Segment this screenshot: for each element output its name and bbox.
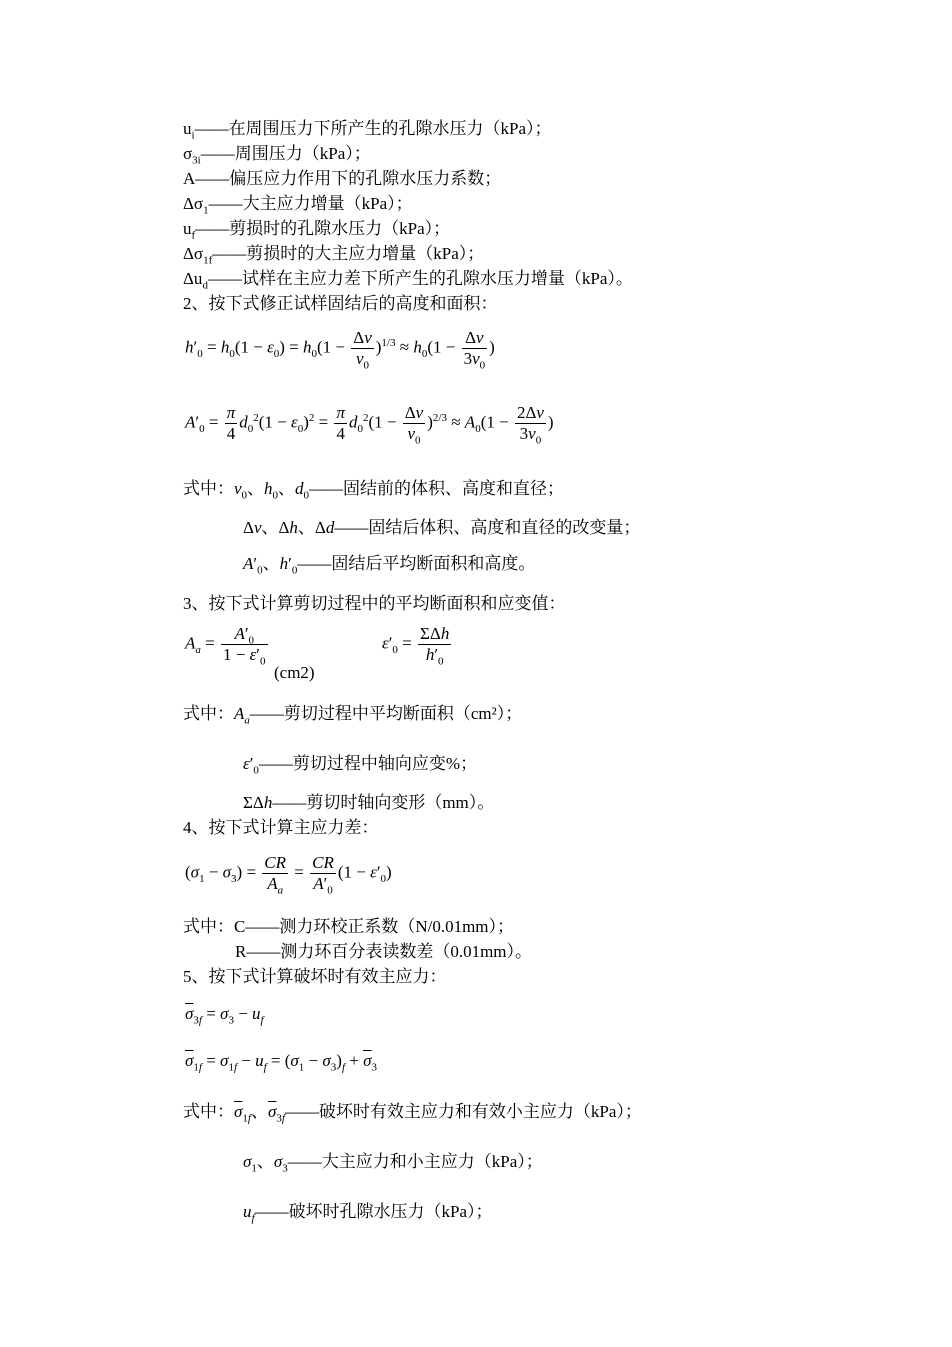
def-uf: $u_f——$剪损时的孔隙水压力（kPa）；: [183, 219, 451, 242]
def-A: A——偏压应力作用下的孔隙水压力系数；: [183, 169, 502, 188]
step2-where-1: 式中：$v_0$、$h_0$、$d_0——$固结前的体积、高度和直径；: [183, 479, 565, 502]
formula-stress-diff: $(\sigma_1 - \sigma_3)$ = $\frac{CR}{A_a}$ = $\frac{CR}{A'_0}$ $(1 - \varepsilon'_0)$: [185, 853, 392, 897]
formula-strain: $\varepsilon'_0$ = $\frac{\text{ΣΔh}}{h'_0}$: [382, 624, 450, 668]
step5-heading: 5、按下式计算破坏时有效主应力：: [183, 967, 447, 986]
def-ui: $u_i——$在周围压力下所产生的孔隙水压力（kPa）；: [183, 119, 552, 142]
step5-where-1: 式中：$\overline{\sigma}_{1f}$、$\overline{\sigma}_{3f}——$破坏时有效主应力和有效小主应力（kPa）；: [183, 1102, 642, 1125]
formula-sigma1f-eff: $\overline{\sigma}_{1f} = \sigma_{1f} - u_f = (\sigma_1 - \sigma_3)_f + \overline{\sigma}_3$: [185, 1051, 377, 1074]
formula-sigma3f-eff: $\overline{\sigma}_{3f} = \sigma_3 - u_f$: [185, 1004, 264, 1027]
step3-heading: 3、按下式计算剪切过程中的平均断面积和应变值：: [183, 594, 566, 613]
step2-where-2: Δv、Δh、Δd——固结后体积、高度和直径的改变量；: [243, 518, 641, 537]
step2-heading: 2、按下式修正试样固结后的高度和面积：: [183, 294, 498, 313]
step3-where-1: 式中：$A_a——$剪切过程中平均断面积（cm²）；: [183, 704, 523, 727]
step2-where-3: $A'_0$、$h'_0——$固结后平均断面积和高度。: [243, 554, 536, 577]
def-dud: $\Delta u_d——$试样在主应力差下所产生的孔隙水压力增量（kPa）。: [183, 269, 633, 292]
def-dud-text: ——试样在主应力差下所产生的孔隙水压力增量（kPa）。: [207, 269, 633, 288]
def-dsigma1f: $\Delta\sigma_{1f}——$剪损时的大主应力增量（kPa）；: [183, 244, 485, 267]
step3-where-3: ΣΔh——剪切时轴向变形（mm）。: [243, 793, 495, 812]
def-uf-text: ——剪损时的孔隙水压力（kPa）；: [195, 219, 451, 238]
def-ui-text: ——在周围压力下所产生的孔隙水压力（kPa）；: [194, 119, 552, 138]
def-sigma3i: $\sigma_{3i}——$周围压力（kPa）；: [183, 144, 371, 167]
def-A-text: ——偏压应力作用下的孔隙水压力系数；: [195, 169, 502, 188]
step5-where-2: $\sigma_1$、$\sigma_3——$大主应力和小主应力（kPa）；: [243, 1152, 543, 1175]
step3-where-2: $\varepsilon'_0——$剪切过程中轴向应变%；: [243, 754, 478, 777]
formula-h0-corrected: $h'_0 = h_0(1 - \varepsilon_0) = h_0(1$ − $\frac{\Delta v}{v_0}$ )$^{1/3} \approx h_0(1$ − $\frac{\Delta v}{3v_0}$ ): [185, 328, 495, 372]
def-dsigma1: $\Delta\sigma_1——$大主应力增量（kPa）；: [183, 194, 413, 217]
def-sigma3i-text: ——周围压力（kPa）；: [200, 144, 371, 163]
step4-where-2: R——测力环百分表读数差（0.01mm）。: [235, 942, 533, 961]
step4-where-1: 式中：C——测力环校正系数（N/0.01mm）；: [183, 917, 515, 936]
def-dsigma1f-text: ——剪损时的大主应力增量（kPa）；: [212, 244, 485, 263]
step5-where-3: $u_f——$破坏时孔隙水压力（kPa）；: [243, 1202, 493, 1225]
def-dsigma1-text: ——大主应力增量（kPa）；: [208, 194, 413, 213]
step4-heading: 4、按下式计算主应力差：: [183, 818, 379, 837]
formula-Aa: $A_a$ = $\frac{A'_0}{1 - \varepsilon'_0}$: [185, 624, 266, 668]
formula-A0-corrected: $A'_0$ = $\frac{\pi}{4}$ $d_0^2(1 - \varepsilon_0)^2$ = $\frac{\pi}{4}$ $d_0^2(1$ − $\frac{\Delta v}{v_0}$ )$^{2/3} \approx A_0(1$ − $\frac{2\Delta v}{3v_0}$ ): [185, 403, 554, 447]
formula-Aa-unit: (cm2): [274, 663, 315, 682]
